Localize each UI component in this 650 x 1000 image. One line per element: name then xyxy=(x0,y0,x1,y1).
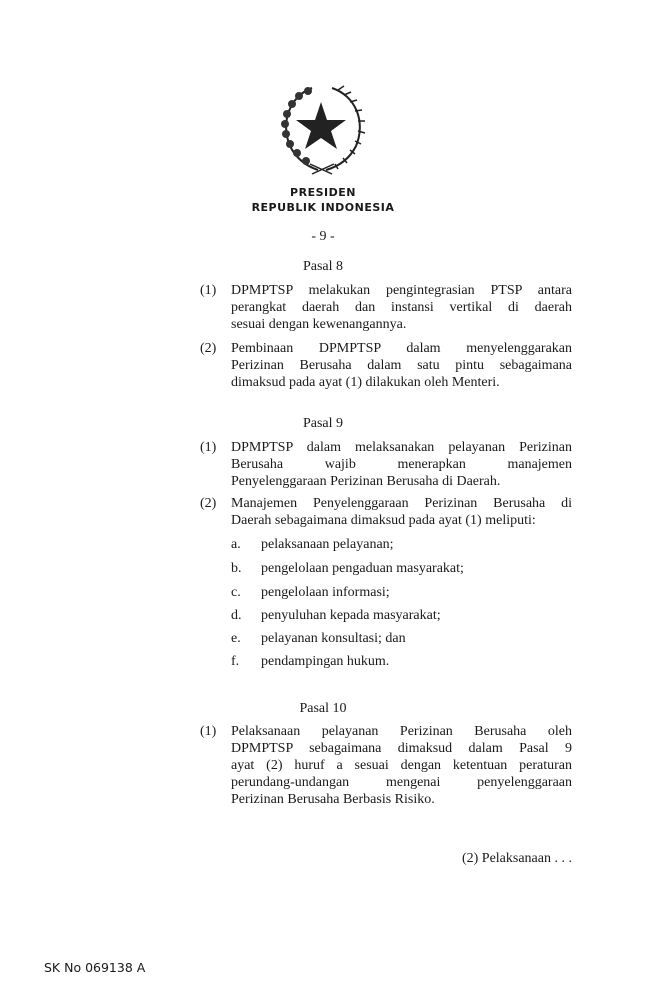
pasal-8-p1-number: (1) xyxy=(200,283,217,298)
text-line: Daerah sebagaimana dimaksud pada ayat (1) meliputi: xyxy=(231,513,536,528)
list-item-label: e. xyxy=(231,631,241,646)
text-line: dimaksud pada ayat (1) dilakukan oleh Menteri. xyxy=(231,375,500,390)
text-line: Pelaksanaan pelayanan Perizinan Berusaha oleh xyxy=(231,724,572,739)
continuation-catchword: (2) Pelaksanaan . . . xyxy=(461,851,572,866)
star-wreath-icon xyxy=(272,82,372,178)
document-serial-number: SK No 069138 A xyxy=(44,960,146,975)
pasal-8-title: Pasal 8 xyxy=(302,259,344,274)
text-line: Manajemen Penyelenggaraan Perizinan Berusaha di xyxy=(231,496,572,511)
pasal-8-p2-number: (2) xyxy=(200,341,217,356)
text-line: Perizinan Berusaha Berbasis Risiko. xyxy=(231,792,435,807)
header-president: PRESIDEN xyxy=(290,186,356,199)
text-line: DPMPTSP melakukan pengintegrasian PTSP antara xyxy=(231,283,572,298)
pasal-10-p1-number: (1) xyxy=(200,724,217,739)
list-item-label: f. xyxy=(231,654,240,669)
list-item: pendampingan hukum. xyxy=(261,654,390,669)
list-item: pelaksanaan pelayanan; xyxy=(261,537,394,552)
text-line: DPMPTSP sebagaimana dimaksud dalam Pasal 9 xyxy=(231,741,572,756)
pasal-10-p1-text xyxy=(231,723,572,808)
pasal-9-p2-number: (2) xyxy=(200,496,217,511)
text-line: perangkat daerah dan instansi vertikal di daerah xyxy=(231,300,572,315)
pasal-9-p1-number: (1) xyxy=(200,440,217,455)
pasal-8-p2-text xyxy=(231,340,572,391)
pasal-9-p1-text xyxy=(231,439,572,490)
list-item-label: c. xyxy=(231,585,241,600)
text-line: Berusaha wajib menerapkan manajemen xyxy=(231,457,572,472)
pasal-8-p1-text xyxy=(231,282,572,333)
pasal-9-p2-text xyxy=(231,495,572,529)
list-item: pengelolaan pengaduan masyarakat; xyxy=(261,561,464,576)
text-line: DPMPTSP dalam melaksanakan pelayanan Perizinan xyxy=(231,440,572,455)
list-item-label: b. xyxy=(231,561,242,576)
header-republic: REPUBLIK INDONESIA xyxy=(251,201,395,214)
text-line: perundang-undangan mengenai penyelenggaraan xyxy=(231,775,572,790)
list-item: penyuluhan kepada masyarakat; xyxy=(261,608,441,623)
page-number: - 9 - xyxy=(311,229,335,244)
list-item: pelayanan konsultasi; dan xyxy=(261,631,406,646)
pasal-10-title: Pasal 10 xyxy=(299,701,347,716)
text-line: ayat (2) huruf a sesuai dengan ketentuan peraturan xyxy=(231,758,572,773)
text-line: Pembinaan DPMPTSP dalam menyelenggarakan xyxy=(231,341,572,356)
presidential-emblem xyxy=(272,82,372,178)
text-line: sesuai dengan kewenangannya. xyxy=(231,317,407,332)
list-item-label: a. xyxy=(231,537,241,552)
pasal-9-title: Pasal 9 xyxy=(302,416,344,431)
text-line: Penyelenggaraan Perizinan Berusaha di Daerah. xyxy=(231,474,501,489)
list-item: pengelolaan informasi; xyxy=(261,585,390,600)
list-item-label: d. xyxy=(231,608,242,623)
text-line: Perizinan Berusaha dalam satu pintu sebagaimana xyxy=(231,358,572,373)
